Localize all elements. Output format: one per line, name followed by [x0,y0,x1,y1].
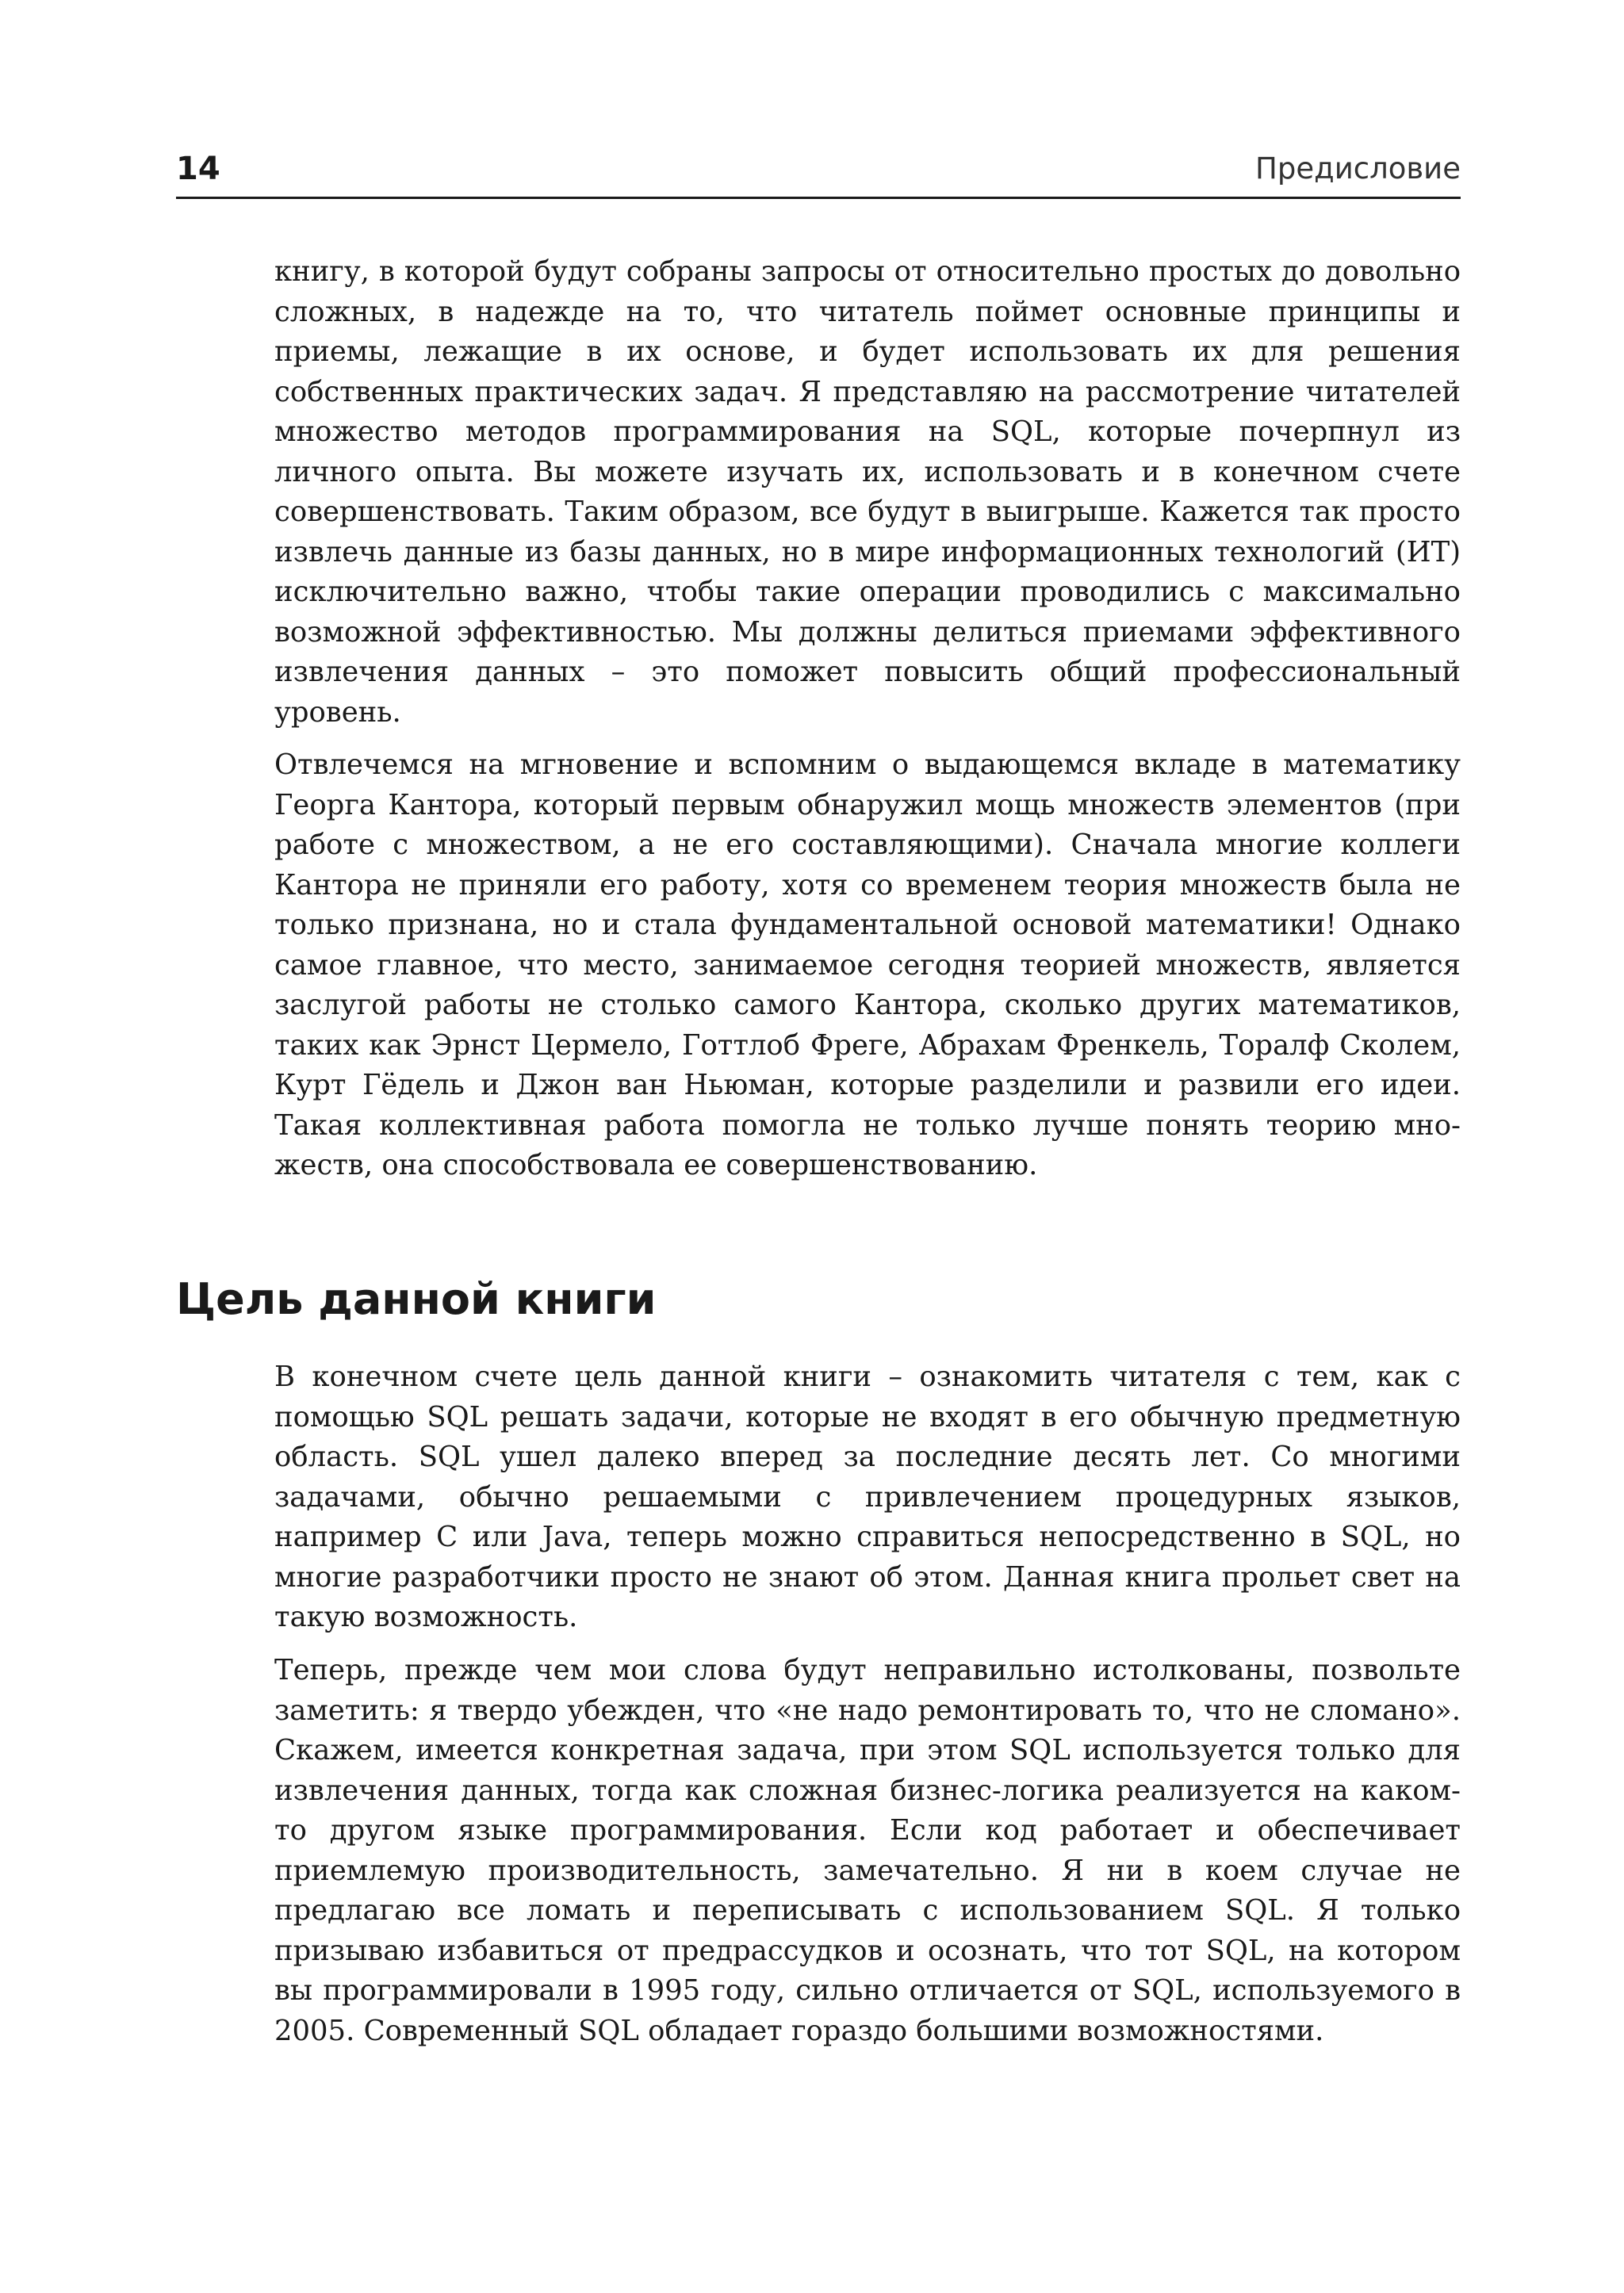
paragraph-block-3 [274,1357,1461,1638]
body-paragraph: Отвлечемся на мгновение и вспомним о выдающемся вкладе в математику Георга Кантора, который первым обнаружил мощь множеств элементов (при работе с множеством, а не его составляющими). Сначала многие коллеги Кантора не приняли его работу, хотя со временем теория множеств была не только признана, но и стала фундаментальной основой математики! Однако самое главное, что место, занимаемое сегодня теорией множеств, является заслугой работы не столько самого Кантора, сколько других математиков, таких как Эрнст Цермело, Готтлоб Фреге, Абрахам Френкель, Торалф Сколем, Курт Гёдель и Джон ван Ньюман, которые разделили и развили его идеи. Такая коллективная работа помогла не только лучше понять теорию множеств, она способствовала ее совершенствованию. [274,748,1461,1181]
paragraph-block-4 [274,1651,1461,2051]
section-heading: Цель данной книги [176,1274,657,1324]
body-paragraph: В конечном счете цель данной книги – ознакомить читателя с тем, как с помощью SQL решать задачи, которые не входят в его обычную предметную область. SQL ушел далеко вперед за последние десять лет. Со многими задачами, обычно решаемыми с привлечением процедурных языков, например C или Java, теперь можно справиться непосредственно в SQL, но многие разработчики просто не знают об этом. Данная книга прольет свет на такую возможность. [274,1361,1461,1633]
paragraph-block-2 [274,745,1461,1186]
body-paragraph: Теперь, прежде чем мои слова будут неправильно истолкованы, позвольте заметить: я твердо убежден, что «не надо ремонтировать то, что не сломано». Скажем, имеется конкретная задача, при этом SQL используется только для извлечения данных, тогда как сложная бизнес-логика реализуется на каком-то другом языке программирования. Если код работает и обеспечивает приемлемую производительность, замечательно. Я ни в коем случае не предлагаю все ломать и переписывать с использованием SQL. Я только призываю избавиться от предрассудков и осознать, что тот SQL, на котором вы программировали в 1995 году, сильно отличается от SQL, используемого в 2005. Современный SQL обладает гораздо большими возможностями. [274,1654,1461,2047]
body-paragraph: книгу, в которой будут собраны запросы от относительно простых до довольно сложных, в надежде на то, что читатель поймет основные принципы и приемы, лежащие в их основе, и будет использовать их для решения собственных практических задач. Я представляю на рассмотрение читателей множество методов программирования на SQL, которые почерпнул из личного опыта. Вы можете изучать их, использовать и в конечном счете совершенствовать. Таким образом, все будут в выигрыше. Кажется так просто извлечь данные из базы данных, но в мире информационных технологий (ИТ) исключительно важно, чтобы такие операции проводились с максимально возможной эффективностью. Мы должны делиться приемами эффективного извлечения данных – это поможет повысить общий профессиональный уровень. [274,255,1461,729]
paragraph-block-1 [274,252,1461,733]
running-header [176,141,1461,199]
page-number: 14 [176,151,220,187]
running-section-title: Предисловие [1255,151,1461,186]
